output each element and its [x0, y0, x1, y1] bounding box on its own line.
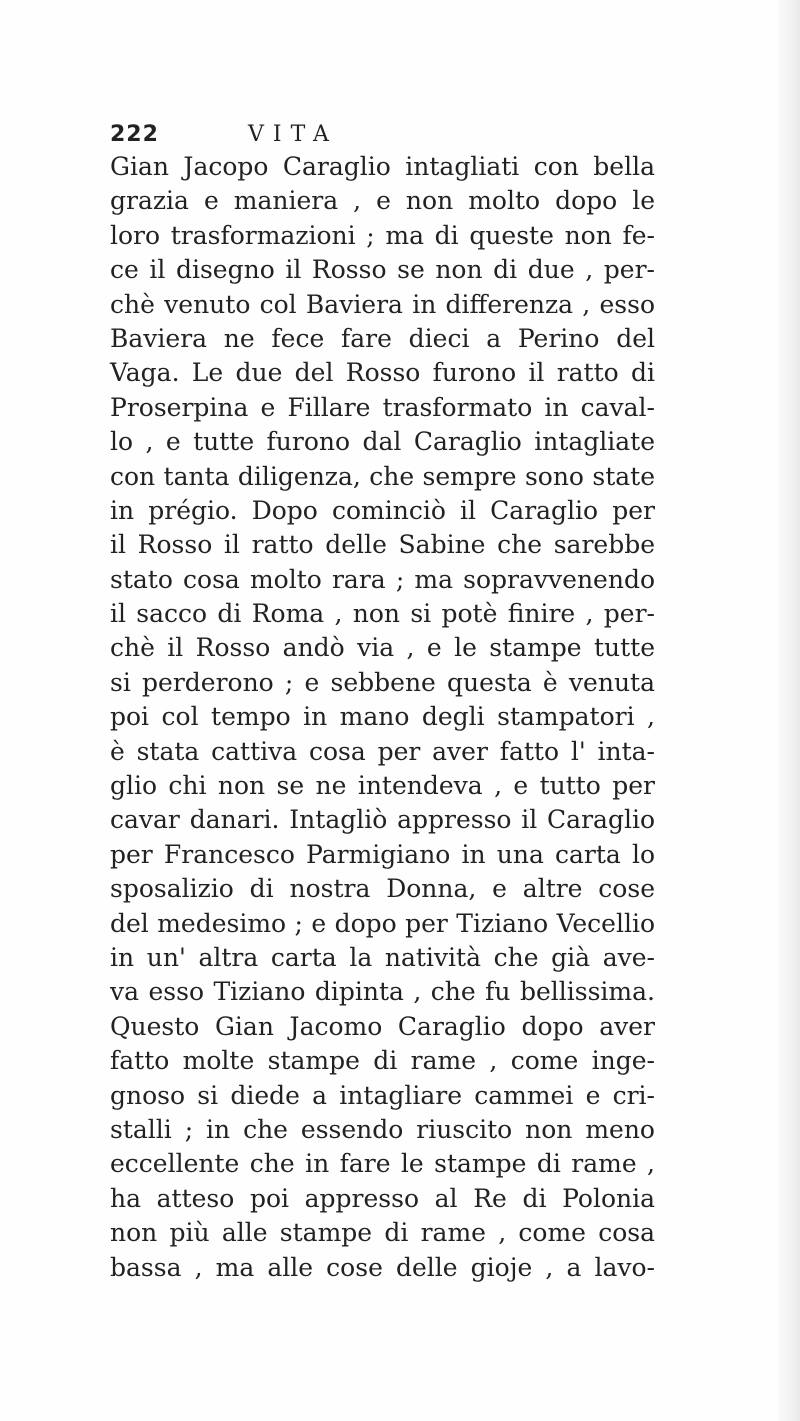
text-line: il Rosso il ratto delle Sabine che sarebbe [110, 530, 655, 560]
text-line: chè venuto col Baviera in differenza , esso [110, 289, 655, 319]
text-line: fatto molte stampe di rame , come inge- [110, 1046, 655, 1076]
text-line: chè il Rosso andò via , e le stampe tutte [110, 633, 655, 663]
text-line: Vaga. Le due del Rosso furono il ratto di [110, 358, 655, 388]
body-text [110, 150, 655, 1285]
text-line: si perderono ; e sebbene questa è venuta [110, 667, 655, 697]
text-line: poi col tempo in mano degli stampatori , [110, 702, 655, 732]
text-line: va esso Tiziano dipinta , che fu bellissima. [110, 977, 655, 1007]
text-line: sposalizio di nostra Donna, e altre cose [110, 874, 655, 904]
text-line: cavar danari. Intagliò appresso il Caraglio [110, 805, 655, 835]
text-line: lo , e tutte furono dal Caraglio intagliate [110, 427, 655, 457]
page-edge [778, 0, 800, 1421]
running-title: VITA [248, 122, 338, 147]
text-line: ce il disegno il Rosso se non di due , per- [110, 255, 655, 285]
text-line: stalli ; in che essendo riuscito non meno [110, 1114, 655, 1144]
text-line: il sacco di Roma , non si potè finire , per- [110, 599, 655, 629]
page-number: 222 [110, 122, 159, 147]
text-line: ha atteso poi appresso al Re di Polonia [110, 1183, 655, 1213]
text-line: in prégio. Dopo cominciò il Caraglio per [110, 495, 655, 525]
text-line: gnoso si diede a intagliare cammei e cri- [110, 1080, 655, 1110]
text-line: glio chi non se ne intendeva , e tutto per [110, 771, 655, 801]
text-line: Baviera ne fece fare dieci a Perino del [110, 323, 655, 353]
text-line: del medesimo ; e dopo per Tiziano Vecellio [110, 908, 655, 938]
text-line: in un' altra carta la natività che già ave- [110, 942, 655, 972]
text-line: per Francesco Parmigiano in una carta lo [110, 839, 655, 869]
text-line: bassa , ma alle cose delle gioje , a lavo- [110, 1252, 655, 1282]
text-line: Gian Jacopo Caraglio intagliati con bella [110, 152, 655, 181]
text-line: con tanta diligenza, che sempre sono state [110, 461, 655, 491]
text-line: loro trasformazioni ; ma di queste non fe- [110, 220, 655, 250]
text-line: è stata cattiva cosa per aver fatto l' inta- [110, 736, 655, 766]
text-line: stato cosa molto rara ; ma sopravvenendo [110, 564, 655, 594]
text-line: Questo Gian Jacomo Caraglio dopo aver [110, 1011, 655, 1041]
text-line: Proserpina e Fillare trasformato in caval- [110, 392, 655, 422]
text-line: non più alle stampe di rame , come cosa [110, 1218, 655, 1248]
text-line: grazia e maniera , e non molto dopo le [110, 186, 655, 216]
text-line: eccellente che in fare le stampe di rame , [110, 1149, 655, 1179]
page-header [110, 122, 650, 152]
